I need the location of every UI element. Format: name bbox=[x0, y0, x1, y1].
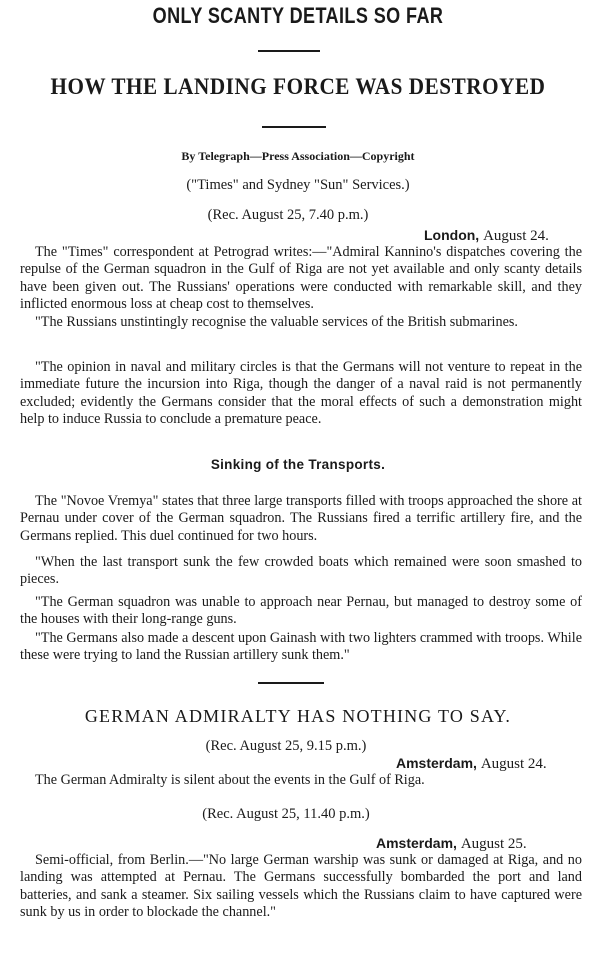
article-paragraph: "The opinion in naval and military circles is that the Germans will not venture to repeat in the immediate future the incursion into Riga, though the danger of a naval raid is not permanently excluded; evidently the Germans consider that the moral effects of such a demonstration might help to induce Russia to conclude a premature peace. bbox=[20, 359, 582, 427]
received-time-2: (Rec. August 25, 9.15 p.m.) bbox=[205, 738, 367, 754]
sub-headline: HOW THE LANDING FORCE WAS DESTROYED bbox=[50, 74, 546, 99]
article-paragraph: "The German squadron was unable to approach near Pernau, but managed to destroy some of the houses with their long-range guns. bbox=[20, 594, 582, 628]
article-paragraph: The "Novoe Vremya" states that three large transports filled with troops approached the shore at Pernau under cover of the German squadron. The Russians fired a terrific artillery fire, and the Germans replied. This duel continued for two hours. bbox=[20, 493, 582, 544]
secondary-headline: GERMAN ADMIRALTY HAS NOTHING TO SAY. bbox=[84, 706, 512, 726]
received-time-1: (Rec. August 25, 7.40 p.m.) bbox=[207, 207, 369, 223]
dateline-place: London, bbox=[424, 227, 480, 243]
main-headline: ONLY SCANTY DETAILS SO FAR bbox=[152, 3, 444, 28]
article-paragraph: The German Admiralty is silent about the events in the Gulf of Riga. bbox=[35, 772, 425, 788]
subheadline-divider bbox=[262, 126, 326, 128]
dateline-amsterdam-2 bbox=[376, 834, 527, 853]
section-divider bbox=[258, 682, 324, 684]
wire-credit: By Telegraph—Press Association—Copyright bbox=[181, 149, 415, 163]
dateline-place: Amsterdam, bbox=[376, 835, 457, 851]
article-paragraph: "The Russians unstintingly recognise the valuable services of the British submarines. bbox=[35, 314, 518, 330]
headline-divider bbox=[258, 50, 320, 52]
article-paragraph: The "Times" correspondent at Petrograd writes:—"Admiral Kannino's dispatches covering the repulse of the German squadron in the Gulf of Riga are not yet available and only scanty details have been given out. The Russians' operations were conducted with remarkable skill, and they inflicted enormous loss at cheap cost to themselves. bbox=[20, 244, 582, 312]
dateline-date: August 24. bbox=[480, 756, 547, 772]
article-paragraph: "When the last transport sunk the few crowded boats which remained were soon smashed to pieces. bbox=[20, 554, 582, 588]
services-line: ("Times" and Sydney "Sun" Services.) bbox=[186, 177, 410, 193]
article-paragraph: Semi-official, from Berlin.—"No large German warship was sunk or damaged at Riga, and no landing was attempted at Pernau. The Germans successfully bombarded the port and land batteries, and sank a steamer. Six sailing vessels which the Russians claim to have captured were sunk by us in order to blockade the channel." bbox=[20, 852, 582, 920]
dateline-london bbox=[424, 226, 549, 245]
received-time-3: (Rec. August 25, 11.40 p.m.) bbox=[202, 806, 370, 822]
dateline-place: Amsterdam, bbox=[396, 755, 477, 771]
article-paragraph: "The Germans also made a descent upon Gainash with two lighters crammed with troops. While these were trying to land the Russian artillery sunk them." bbox=[20, 630, 582, 664]
dateline-amsterdam-1 bbox=[396, 754, 547, 773]
dateline-date: August 25. bbox=[460, 836, 527, 852]
section-heading: Sinking of the Transports. bbox=[210, 457, 386, 472]
dateline-date: August 24. bbox=[483, 228, 549, 244]
